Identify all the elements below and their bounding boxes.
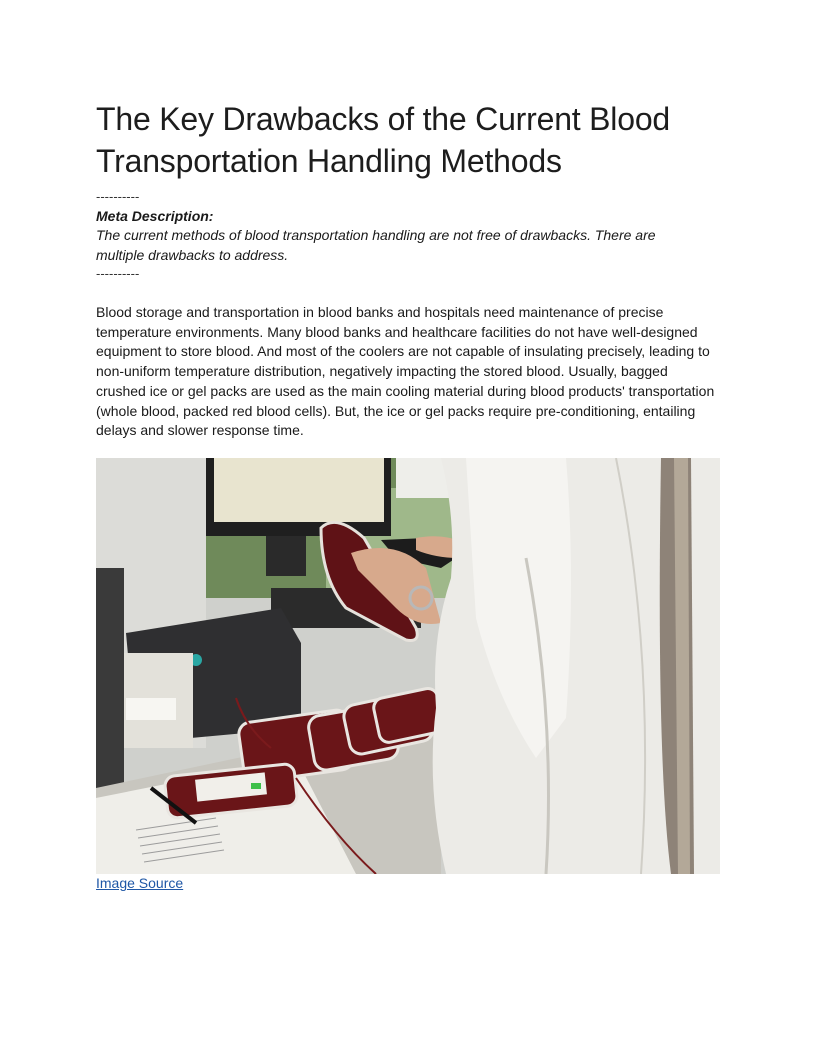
blood-bank-photo-illustration: [96, 458, 720, 874]
page-title: The Key Drawbacks of the Current Blood Transportation Handling Methods: [96, 101, 671, 179]
separator-top: ----------: [96, 189, 140, 204]
meta-description-text: The current methods of blood transportation handling are not free of drawbacks. There are multiple drawbacks to address.: [96, 227, 656, 263]
article-content: [96, 98, 720, 441]
separator-bottom: ----------: [96, 266, 140, 281]
meta-description-label: Meta Description:: [96, 208, 214, 224]
body-paragraph: Blood storage and transportation in blood banks and hospitals need maintenance of precise temperature environments. Many blood banks and healthcare facilities do not have well-designed equipment to store blood. And most of the coolers are not capable of insulating precisely, leading to non-uniform temperature distribution, negatively impacting the stored blood. Usually, bagged crushed ice or gel packs are used as the main cooling material during blood products' transportation (whole blood, packed red blood cells). But, the ice or gel packs require pre-conditioning, entailing delays and slower response time.: [96, 304, 715, 439]
article-photo: [96, 458, 720, 874]
image-source-link[interactable]: Image Source: [96, 875, 184, 891]
